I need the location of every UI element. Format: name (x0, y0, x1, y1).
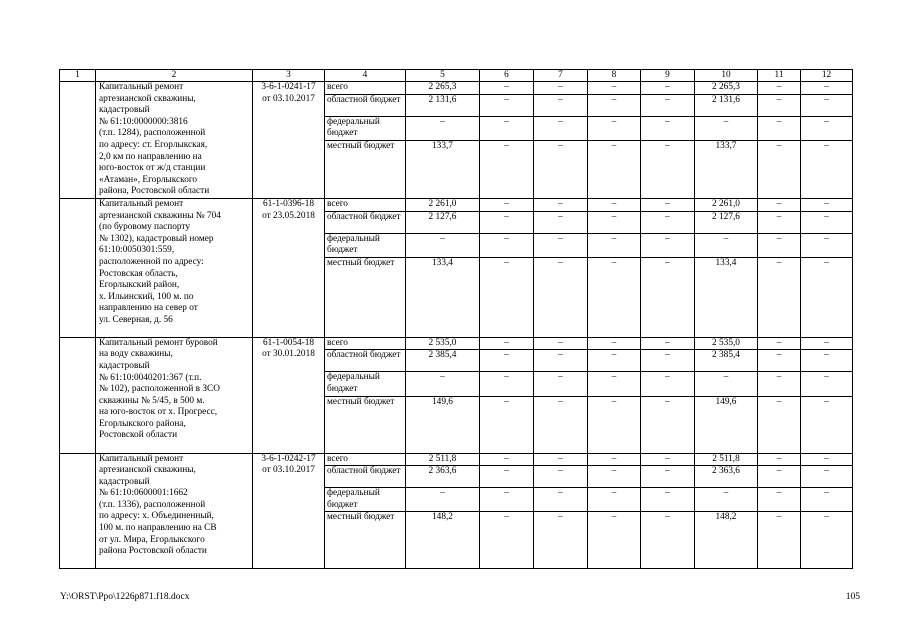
value-cell: 2 261,0 (695, 198, 758, 211)
value-cell: – (641, 82, 695, 95)
description-line: № 61:10:0600001:1662 (99, 488, 188, 499)
value-cell: 133,4 (695, 257, 758, 337)
value-cell: – (801, 466, 853, 488)
funding-source: федеральный бюджет (325, 372, 406, 396)
value-cell: – (758, 466, 801, 488)
description-line: № 1302), кадастровый номер (99, 233, 214, 244)
value-cell: – (406, 488, 480, 512)
value-cell: – (801, 233, 853, 257)
value-cell: – (758, 198, 801, 211)
expertise-code (253, 453, 325, 569)
value-cell: – (480, 140, 534, 198)
footer-file-path: Y:\ORST\Ppo\1226p871.f18.docx (60, 592, 190, 602)
value-cell: 148,2 (406, 512, 480, 569)
value-cell: – (758, 94, 801, 116)
value-cell: – (641, 337, 695, 350)
value-cell: – (534, 372, 588, 396)
value-cell: – (758, 233, 801, 257)
object-description (96, 198, 253, 337)
page-number: 105 (845, 592, 860, 602)
value-cell: – (480, 350, 534, 372)
expertise-code (253, 337, 325, 453)
funding-source: областной бюджет (325, 466, 406, 488)
object-description (96, 453, 253, 569)
funding-source: федеральный бюджет (325, 116, 406, 140)
cell-number (60, 337, 96, 453)
value-cell: 133,7 (406, 140, 480, 198)
cell-number (60, 453, 96, 569)
value-cell: – (588, 512, 641, 569)
expertise-code (253, 198, 325, 337)
value-cell: – (588, 116, 641, 140)
value-cell: – (588, 257, 641, 337)
value-cell: – (641, 140, 695, 198)
code-line: 61-1-0396-18 (262, 198, 315, 209)
description-line: Ростовской области (99, 430, 178, 441)
funding-source: всего (325, 82, 406, 95)
description-line: (т.п. 1336), расположенной (99, 499, 206, 510)
description-line: артезианской скважины, (99, 93, 196, 104)
value-cell: 148,2 (695, 512, 758, 569)
value-cell: – (480, 337, 534, 350)
value-cell: – (406, 116, 480, 140)
header-row (60, 70, 853, 82)
value-cell: – (480, 453, 534, 466)
value-cell: – (588, 350, 641, 372)
description-line: Капитальный ремонт (99, 82, 184, 92)
value-cell: – (641, 233, 695, 257)
value-cell: – (588, 466, 641, 488)
value-cell: – (480, 488, 534, 512)
funding-source: местный бюджет (325, 512, 406, 569)
value-cell: 2 535,0 (695, 337, 758, 350)
value-cell: – (480, 466, 534, 488)
description-line: на воду скважины, (99, 349, 173, 360)
value-cell: 149,6 (406, 396, 480, 453)
value-cell: – (801, 488, 853, 512)
value-cell: – (801, 198, 853, 211)
description-line: направлению на север от (99, 303, 198, 314)
value-cell: – (695, 372, 758, 396)
col-header-5: 5 (406, 70, 480, 82)
value-cell: – (641, 488, 695, 512)
value-cell: – (801, 512, 853, 569)
value-cell: – (534, 453, 588, 466)
description-line: района, Ростовской области (99, 186, 210, 197)
value-cell: – (588, 337, 641, 350)
value-cell: – (480, 94, 534, 116)
description-line: по адресу: х. Объединенный, (99, 511, 214, 522)
funding-source: всего (325, 198, 406, 211)
value-cell: – (758, 116, 801, 140)
value-cell: – (758, 488, 801, 512)
description-line: Капитальный ремонт буровой (99, 337, 218, 348)
value-cell: – (801, 94, 853, 116)
value-cell: – (534, 82, 588, 95)
code-line: от 03.10.2017 (262, 465, 315, 476)
col-header-10: 10 (695, 70, 758, 82)
value-cell: 2 535,0 (406, 337, 480, 350)
table-body (60, 70, 853, 569)
value-cell: – (534, 466, 588, 488)
value-cell: – (534, 140, 588, 198)
description-line: кадастровый (99, 105, 150, 116)
value-cell: – (534, 116, 588, 140)
code-line: 61-1-0054-18 (262, 337, 315, 348)
value-cell: – (534, 512, 588, 569)
cell-number (60, 82, 96, 199)
value-cell: – (758, 350, 801, 372)
value-cell: 2 127,6 (406, 211, 480, 233)
code-line: 3-6-1-0241-17 (261, 82, 316, 92)
value-cell: – (406, 372, 480, 396)
col-header-8: 8 (588, 70, 641, 82)
funding-source: местный бюджет (325, 396, 406, 453)
value-cell: – (758, 372, 801, 396)
description-line: Ростовская область, (99, 268, 178, 279)
description-line: кадастровый (99, 476, 150, 487)
description-line: № 61:10:0040201:367 (т.п. (99, 372, 202, 383)
value-cell: 2 131,6 (695, 94, 758, 116)
object-description (96, 82, 253, 199)
description-line: № 61:10:0000000:3816 (99, 116, 188, 127)
value-cell: 2 265,3 (406, 82, 480, 95)
value-cell: – (480, 198, 534, 211)
value-cell: 2 385,4 (406, 350, 480, 372)
description-line: скважины № 5/45, в 500 м. (99, 395, 205, 406)
value-cell: – (480, 396, 534, 453)
col-header-11: 11 (758, 70, 801, 82)
value-cell: 2 385,4 (695, 350, 758, 372)
value-cell: – (695, 488, 758, 512)
value-cell: – (758, 512, 801, 569)
value-cell: – (641, 466, 695, 488)
value-cell: – (801, 453, 853, 466)
description-line: Егорлыкский район, (99, 280, 180, 291)
value-cell: – (641, 453, 695, 466)
value-cell: – (641, 211, 695, 233)
description-line: «Атаман», Егорлыкского (99, 174, 198, 185)
col-header-3: 3 (253, 70, 325, 82)
value-cell: 2 511,8 (406, 453, 480, 466)
value-cell: – (534, 337, 588, 350)
value-cell: – (534, 350, 588, 372)
description-line: кадастровый (99, 360, 150, 371)
code-line: 3-6-1-0242-17 (261, 453, 316, 464)
value-cell: – (480, 372, 534, 396)
value-cell: – (588, 140, 641, 198)
col-header-2: 2 (96, 70, 253, 82)
description-line: по адресу: ст. Егорлыкская, (99, 139, 208, 150)
value-cell: 2 363,6 (695, 466, 758, 488)
value-cell: – (801, 116, 853, 140)
value-cell: – (641, 396, 695, 453)
value-cell: – (588, 82, 641, 95)
value-cell: – (801, 82, 853, 95)
value-cell: – (758, 211, 801, 233)
value-cell: – (588, 396, 641, 453)
value-cell: – (758, 82, 801, 95)
value-cell: 2 261,0 (406, 198, 480, 211)
description-line: артезианской скважины, (99, 465, 196, 476)
value-cell: – (801, 396, 853, 453)
description-line: на юго-восток от х. Прогресс, (99, 407, 218, 418)
value-cell: – (641, 372, 695, 396)
value-cell: 2 511,8 (695, 453, 758, 466)
value-cell: – (406, 233, 480, 257)
description-line: артезианской скважины № 704 (99, 210, 221, 221)
value-cell: – (480, 211, 534, 233)
expertise-code (253, 82, 325, 199)
table-row (60, 453, 853, 466)
budget-table (59, 69, 853, 569)
description-line: № 102), расположенной в ЗСО (99, 384, 220, 395)
description-line: 61:10:0050301:559, (99, 245, 175, 256)
value-cell: – (588, 211, 641, 233)
col-header-4: 4 (325, 70, 406, 82)
col-header-1: 1 (60, 70, 96, 82)
description-line: (по буровому паспорту (99, 222, 190, 233)
value-cell: – (801, 337, 853, 350)
col-header-6: 6 (480, 70, 534, 82)
code-line: от 30.01.2018 (262, 349, 315, 360)
value-cell: – (480, 82, 534, 95)
value-cell: – (480, 512, 534, 569)
funding-source: местный бюджет (325, 257, 406, 337)
value-cell: – (801, 211, 853, 233)
value-cell: 2 127,6 (695, 211, 758, 233)
value-cell: 2 265,3 (695, 82, 758, 95)
funding-source: областной бюджет (325, 350, 406, 372)
value-cell: – (534, 211, 588, 233)
funding-source: всего (325, 337, 406, 350)
funding-source: всего (325, 453, 406, 466)
col-header-7: 7 (534, 70, 588, 82)
value-cell: – (534, 257, 588, 337)
value-cell: 2 363,6 (406, 466, 480, 488)
description-line: х. Ильинский, 100 м. по (99, 291, 194, 302)
value-cell: – (758, 453, 801, 466)
description-line: расположенной по адресу: (99, 256, 204, 267)
description-line: 100 м. по направлению на СВ (99, 523, 217, 534)
funding-source: областной бюджет (325, 211, 406, 233)
funding-source: местный бюджет (325, 140, 406, 198)
object-description (96, 337, 253, 453)
value-cell: – (588, 233, 641, 257)
value-cell: – (534, 396, 588, 453)
value-cell: 2 131,6 (406, 94, 480, 116)
value-cell: – (801, 372, 853, 396)
description-line: района Ростовской области (99, 546, 207, 557)
value-cell: – (695, 116, 758, 140)
col-header-12: 12 (801, 70, 853, 82)
value-cell: – (534, 94, 588, 116)
table-row (60, 337, 853, 350)
value-cell: – (588, 453, 641, 466)
description-line: Капитальный ремонт (99, 198, 184, 209)
value-cell: – (695, 233, 758, 257)
value-cell: – (534, 233, 588, 257)
value-cell: – (480, 257, 534, 337)
value-cell: – (801, 140, 853, 198)
col-header-9: 9 (641, 70, 695, 82)
value-cell: – (534, 198, 588, 211)
value-cell: – (641, 350, 695, 372)
value-cell: 149,6 (695, 396, 758, 453)
cell-number (60, 198, 96, 337)
value-cell: – (641, 116, 695, 140)
value-cell: 133,7 (695, 140, 758, 198)
value-cell: – (480, 116, 534, 140)
code-line: от 03.10.2017 (262, 93, 315, 104)
funding-source: федеральный бюджет (325, 233, 406, 257)
value-cell: – (588, 372, 641, 396)
description-line: ул. Северная, д. 56 (99, 314, 173, 325)
description-line: от ул. Мира, Егорлыкского (99, 534, 205, 545)
description-line: (т.п. 1284), расположенной (99, 128, 206, 139)
value-cell: – (534, 488, 588, 512)
value-cell: – (758, 396, 801, 453)
value-cell: – (801, 257, 853, 337)
value-cell: – (758, 257, 801, 337)
description-line: Егорлыкского района, (99, 418, 186, 429)
funding-source: федеральный бюджет (325, 488, 406, 512)
value-cell: – (801, 350, 853, 372)
value-cell: – (588, 198, 641, 211)
value-cell: – (588, 94, 641, 116)
description-line: 2,0 км по направлению на (99, 151, 202, 162)
description-line: юго-восток от ж/д станции (99, 163, 206, 174)
value-cell: – (758, 140, 801, 198)
table-row (60, 198, 853, 211)
value-cell: – (480, 233, 534, 257)
value-cell: – (641, 198, 695, 211)
value-cell: 133,4 (406, 257, 480, 337)
table-row (60, 82, 853, 95)
code-line: от 23.05.2018 (262, 210, 315, 221)
value-cell: – (588, 488, 641, 512)
funding-source: областной бюджет (325, 94, 406, 116)
value-cell: – (758, 337, 801, 350)
value-cell: – (641, 94, 695, 116)
value-cell: – (641, 512, 695, 569)
description-line: Капитальный ремонт (99, 453, 184, 464)
value-cell: – (641, 257, 695, 337)
